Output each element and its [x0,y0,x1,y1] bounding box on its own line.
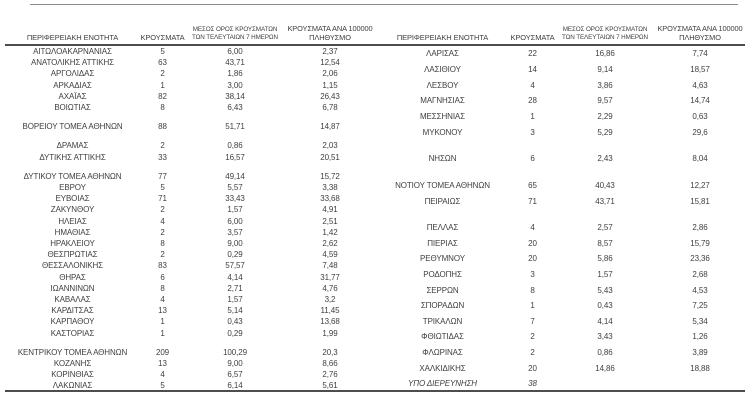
avg7-value: 5,86 [597,254,613,264]
per100k-value: 31,77 [320,272,340,282]
region-name: ΥΠΟ ΔΙΕΡΕΥΝΗΣΗ [408,379,477,389]
per100k-value: 11,45 [320,306,340,316]
avg7-value: 9,00 [227,239,243,249]
cases-value: 6 [530,154,535,164]
avg7-value: 0,86 [597,348,613,358]
table-row [5,283,375,294]
table-body-left [5,45,375,392]
avg7-value: 9,00 [227,359,243,369]
avg7-value: 6,00 [227,47,243,56]
per100k-value: 12,54 [320,58,340,68]
cases-value: 2 [160,205,165,215]
cases-value: 1 [530,111,535,121]
spacer-cell [375,209,745,220]
spacer-cell [5,132,375,140]
avg7-value: 0,29 [227,328,243,338]
avg7-value: 51,71 [225,122,245,132]
table-row [5,316,375,327]
cases-value: 2 [160,227,165,237]
region-name: ΡΟΔΟΠΗΣ [423,270,462,280]
region-name: ΛΑΡΙΣΑΣ [426,49,459,59]
per100k-value: 2,62 [322,239,338,249]
per100k-value: 2,68 [692,270,708,280]
avg7-value: 43,71 [225,58,245,68]
avg7-value: 16,57 [225,152,245,162]
cases-value: 5 [160,381,165,391]
avg7-value: 49,14 [225,171,245,181]
avg7-value: 1,57 [227,295,243,305]
per100k-value: 20,51 [320,152,340,162]
avg7-value: 40,43 [595,180,615,190]
cases-value: 63 [158,58,167,68]
spacer-row [5,132,375,140]
avg7-value: 6,57 [227,370,243,380]
cases-value: 4 [160,216,165,226]
avg7-value: 4,14 [597,316,613,326]
bottom-divider [5,390,745,392]
avg7-value: 38,14 [225,91,245,101]
cases-value: 83 [158,261,167,271]
table-row [5,328,375,339]
region-name: ΑΝΑΤΟΛΙΚΗΣ ΑΤΤΙΚΗΣ [30,58,115,68]
avg7-value: 1,57 [597,270,613,280]
spacer-cell [5,163,375,171]
table-row [5,68,375,79]
header-per100k-line2: ΠΛΗΘΥΣΜΟ [679,32,721,42]
per100k-value: 23,36 [690,254,710,264]
region-name: ΙΩΑΝΝΙΝΩΝ [50,283,95,293]
region-name: ΑΡΓΟΛΙΔΑΣ [50,69,95,79]
region-name: ΜΥΚΟΝΟΥ [422,127,463,137]
cases-value: 4 [160,295,165,305]
table-row [375,109,745,125]
table-row [5,238,375,249]
region-name: ΚΑΡΔΙΤΣΑΣ [51,306,94,316]
per100k-value: 5,34 [692,316,708,326]
avg7-value: 2,43 [597,154,613,164]
per100k-value: 4,63 [692,80,708,90]
region-name: ΕΒΡΟΥ [59,183,86,193]
cases-value: 6 [160,272,165,282]
region-name: ΔΥΤΙΚΟΥ ΤΟΜΕΑ ΑΘΗΝΩΝ [23,171,122,181]
spacer-row [375,209,745,220]
cases-value: 1 [160,80,165,90]
cases-value: 2 [160,141,165,151]
cases-value: 33 [158,152,167,162]
avg7-value: 3,43 [597,332,613,342]
region-name: ΘΗΡΑΣ [59,272,86,282]
cases-value: 13 [158,359,167,369]
table-row [5,80,375,91]
region-name: ΜΑΓΝΗΣΙΑΣ [420,96,465,106]
region-name: ΛΑΣΙΘΙΟΥ [424,65,461,75]
cases-value: 22 [528,49,537,59]
per100k-value: 15,72 [320,171,340,181]
per100k-value: 12,27 [690,180,710,190]
region-name: ΦΘΙΩΤΙΔΑΣ [421,332,464,342]
cases-value: 88 [158,122,167,132]
per100k-value: 14,87 [320,122,340,132]
region-name: ΒΟΡΕΙΟΥ ΤΟΜΕΑ ΑΘΗΝΩΝ [22,122,123,132]
table-row [375,251,745,267]
region-name: ΚΕΝΤΡΙΚΟΥ ΤΟΜΕΑ ΑΘΗΝΩΝ [17,347,128,357]
spacer-cell [5,113,375,121]
avg7-value: 100,29 [223,347,247,357]
avg7-value: 16,86 [595,49,615,59]
avg7-value: 0,43 [227,317,243,327]
table-row [5,272,375,283]
table-row [5,91,375,102]
avg7-value: 2,71 [227,283,243,293]
per100k-value: 1,15 [322,80,338,90]
cases-value: 28 [528,96,537,106]
header-region: ΠΕΡΙΦΕΡΕΙΑΚΗ ΕΝΟΤΗΤΑ [5,20,140,45]
table-row [375,124,745,140]
avg7-value: 4,14 [227,272,243,282]
region-name: ΔΥΤΙΚΗΣ ΑΤΤΙΚΗΣ [39,152,106,162]
table-row [375,45,745,62]
table-row [375,193,745,209]
region-name: ΚΑΡΠΑΘΟΥ [50,317,95,327]
table-row [5,121,375,132]
spacer-row [375,140,745,151]
per100k-value: 7,48 [322,261,338,271]
region-name: ΧΑΛΚΙΔΙΚΗΣ [419,363,466,373]
cases-value: 7 [530,316,535,326]
region-name: ΦΛΩΡΙΝΑΣ [422,348,463,358]
region-name: ΚΟΡΙΝΘΙΑΣ [51,370,94,380]
region-name: ΗΡΑΚΛΕΙΟΥ [50,239,95,249]
cases-value: 8 [160,103,165,113]
table-row [375,78,745,94]
table-row [375,329,745,345]
cases-value: 77 [158,171,167,181]
cases-value: 1 [160,328,165,338]
cases-value: 82 [158,91,167,101]
per100k-value: 7,25 [692,301,708,311]
table-row [375,178,745,194]
per100k-value: 6,78 [322,103,338,113]
table-row [5,45,375,57]
cases-value: 5 [160,183,165,193]
region-name: ΝΟΤΙΟΥ ΤΟΜΕΑ ΑΘΗΝΩΝ [395,180,490,190]
per100k-value: 2,86 [692,223,708,233]
avg7-value: 8,57 [597,238,613,248]
top-divider [30,4,738,5]
per100k-value: 2,76 [322,370,338,380]
cases-value: 3 [530,270,535,280]
avg7-value: 2,29 [597,111,613,121]
table-row [375,93,745,109]
region-name: ΘΕΣΠΡΩΤΙΑΣ [47,250,98,260]
cases-value: 38 [528,379,537,389]
per100k-value: 2,51 [322,216,338,226]
per100k-value: 4,59 [322,250,338,260]
region-name: ΚΑΒΑΛΑΣ [54,295,91,305]
table-row [375,220,745,236]
region-name: ΖΑΚΥΝΘΟΥ [50,205,95,215]
region-name: ΡΕΘΥΜΝΟΥ [420,254,465,264]
region-name: ΑΡΚΑΔΙΑΣ [53,80,92,90]
cases-value: 1 [530,301,535,311]
cases-value: 13 [158,306,167,316]
avg7-value: 57,57 [225,261,245,271]
avg7-value: 9,57 [597,96,613,106]
header-avg7-line2: ΤΩΝ ΤΕΛΕΥΤΑΙΩΝ 7 ΗΜΕΡΩΝ [191,34,278,42]
table-row [375,62,745,78]
avg7-value: 1,86 [227,69,243,79]
header-per100k [655,20,745,45]
avg7-value: 6,00 [227,216,243,226]
per100k-value: 5,61 [322,381,338,391]
cases-value: 71 [528,196,537,206]
avg7-value: 1,57 [227,205,243,215]
cases-value: 4 [530,80,535,90]
table-row [5,152,375,163]
cases-value: 5 [160,47,165,56]
spacer-cell [5,339,375,347]
per100k-value: 1,26 [692,332,708,342]
per100k-value: 3,89 [692,348,708,358]
per100k-value: 26,43 [320,91,340,101]
avg7-value: 3,86 [597,80,613,90]
table-row [375,282,745,298]
spacer-cell [375,140,745,151]
region-name: ΑΙΤΩΛΟΑΚΑΡΝΑΝΙΑΣ [33,47,112,56]
cases-value: 1 [160,317,165,327]
region-name: ΑΧΑΪΑΣ [58,91,87,101]
per100k-value: 2,37 [322,47,338,56]
table-row [5,57,375,68]
per100k-value: 3,2 [324,295,336,305]
table-row [5,260,375,271]
table-row [375,236,745,252]
per100k-value: 3,38 [322,183,338,193]
region-name: ΚΟΖΑΝΗΣ [53,359,92,369]
spacer-row [375,167,745,178]
cases-value: 8 [160,283,165,293]
header-row [5,20,375,45]
tables-container [5,20,745,392]
cases-value: 14 [528,65,537,75]
per100k-value: 18,88 [690,363,710,373]
region-name: ΗΛΕΙΑΣ [58,216,87,226]
per100k-value: 29,6 [692,127,708,137]
table-row [5,294,375,305]
region-name: ΛΑΚΩΝΙΑΣ [52,381,93,391]
per100k-value: 13,68 [320,317,340,327]
table-row [375,345,745,361]
region-name: ΣΕΡΡΩΝ [426,285,459,295]
header-per100k-line1: ΚΡΟΥΣΜΑΤΑ ΑΝΑ 100000 [657,23,743,33]
regions-table-right [375,20,745,392]
region-name: ΔΡΑΜΑΣ [56,141,89,151]
avg7-value: 6,14 [227,381,243,391]
per100k-value: 8,04 [692,154,708,164]
per100k-value: 2,06 [322,69,338,79]
region-name: ΗΜΑΘΙΑΣ [54,227,91,237]
per100k-value: 0,63 [692,111,708,121]
cases-value: 2 [160,69,165,79]
table-row [375,298,745,314]
avg7-value: 5,29 [597,127,613,137]
table-row [375,314,745,330]
header-avg7-line2: ΤΩΝ ΤΕΛΕΥΤΑΙΩΝ 7 ΗΜΕΡΩΝ [561,34,648,42]
spacer-row [5,163,375,171]
table-body-right [375,45,745,392]
table-row [5,182,375,193]
table-row [375,267,745,283]
per100k-value: 4,53 [692,285,708,295]
cases-value: 3 [530,127,535,137]
per100k-value: 20,3 [322,347,338,357]
table-row [5,193,375,204]
header-avg7 [555,20,655,45]
per100k-value: 2,03 [322,141,338,151]
region-name: ΛΕΣΒΟΥ [426,80,459,90]
header-avg7-line1: ΜΕΣΟΣ ΟΡΟΣ ΚΡΟΥΣΜΑΤΩΝ [192,26,278,34]
avg7-value: 9,14 [597,65,613,75]
region-name: ΜΕΣΣΗΝΙΑΣ [419,111,466,121]
avg7-value: 0,86 [227,141,243,151]
avg7-value: 14,86 [595,363,615,373]
header-cases: ΚΡΟΥΣΜΑΤΑ [140,20,185,45]
avg7-value: 0,43 [597,301,613,311]
table-row [375,151,745,167]
per100k-value: 1,99 [322,328,338,338]
per100k-value: 18,57 [690,65,710,75]
per100k-value: 7,74 [692,49,708,59]
cases-value: 65 [528,180,537,190]
region-name: ΚΑΣΤΟΡΙΑΣ [50,328,95,338]
table-row [5,227,375,238]
cases-value: 209 [155,347,170,357]
header-cases: ΚΡΟΥΣΜΑΤΑ [510,20,555,45]
per100k-value: 8,66 [322,359,338,369]
region-name: ΠΕΙΡΑΙΩΣ [424,196,461,206]
avg7-value: 43,71 [595,196,615,206]
avg7-value: 33,43 [225,194,245,204]
cases-value: 20 [528,238,537,248]
cases-value: 2 [160,250,165,260]
cases-value: 2 [530,332,535,342]
table-row [375,360,745,376]
cases-value: 20 [528,254,537,264]
per100k-value: 4,76 [322,283,338,293]
table-row [5,102,375,113]
spacer-cell [375,167,745,178]
header-per100k-line1: ΚΡΟΥΣΜΑΤΑ ΑΝΑ 100000 [287,23,373,33]
avg7-value: 5,57 [227,183,243,193]
header-region: ΠΕΡΙΦΕΡΕΙΑΚΗ ΕΝΟΤΗΤΑ [375,20,510,45]
cases-value: 4 [530,223,535,233]
header-avg7-line1: ΜΕΣΟΣ ΟΡΟΣ ΚΡΟΥΣΜΑΤΩΝ [562,26,648,34]
per100k-value: 33,68 [320,194,340,204]
table-row [5,171,375,182]
avg7-value: 2,57 [597,223,613,233]
avg7-value: 3,00 [227,80,243,90]
table-row [5,358,375,369]
per100k-value: 15,81 [690,196,710,206]
avg7-value: 0,29 [227,250,243,260]
avg7-value: 3,57 [227,227,243,237]
cases-value: 2 [530,348,535,358]
header-per100k-line2: ΠΛΗΘΥΣΜΟ [309,32,351,42]
region-name: ΣΠΟΡΑΔΩΝ [420,301,465,311]
spacer-row [5,113,375,121]
header-per100k [285,20,375,45]
cases-value: 8 [530,285,535,295]
table-row [5,249,375,260]
region-name: ΘΕΣΣΑΛΟΝΙΚΗΣ [41,261,104,271]
table-row [5,305,375,316]
avg7-value: 6,43 [227,103,243,113]
region-name: ΠΙΕΡΙΑΣ [427,238,458,248]
table-row [5,140,375,151]
table-row [5,347,375,358]
avg7-value: 5,43 [597,285,613,295]
cases-value: 71 [158,194,167,204]
table-row [5,216,375,227]
region-name: ΕΥΒΟΙΑΣ [55,194,90,204]
cases-value: 20 [528,363,537,373]
header-avg7 [185,20,285,45]
region-name: ΝΗΣΩΝ [428,154,457,164]
table-row [5,369,375,380]
region-name: ΒΟΙΩΤΙΑΣ [54,103,91,113]
cases-value: 4 [160,370,165,380]
regions-table-left [5,20,375,392]
region-name: ΤΡΙΚΑΛΩΝ [422,316,463,326]
spacer-row [5,339,375,347]
header-row [375,20,745,45]
per100k-value: 15,79 [690,238,710,248]
table-row [5,204,375,215]
per100k-value: 14,74 [690,96,710,106]
region-name: ΠΕΛΛΑΣ [426,223,459,233]
per100k-value: 4,91 [322,205,338,215]
per100k-value: 1,42 [322,227,338,237]
avg7-value: 5,14 [227,306,243,316]
cases-value: 8 [160,239,165,249]
